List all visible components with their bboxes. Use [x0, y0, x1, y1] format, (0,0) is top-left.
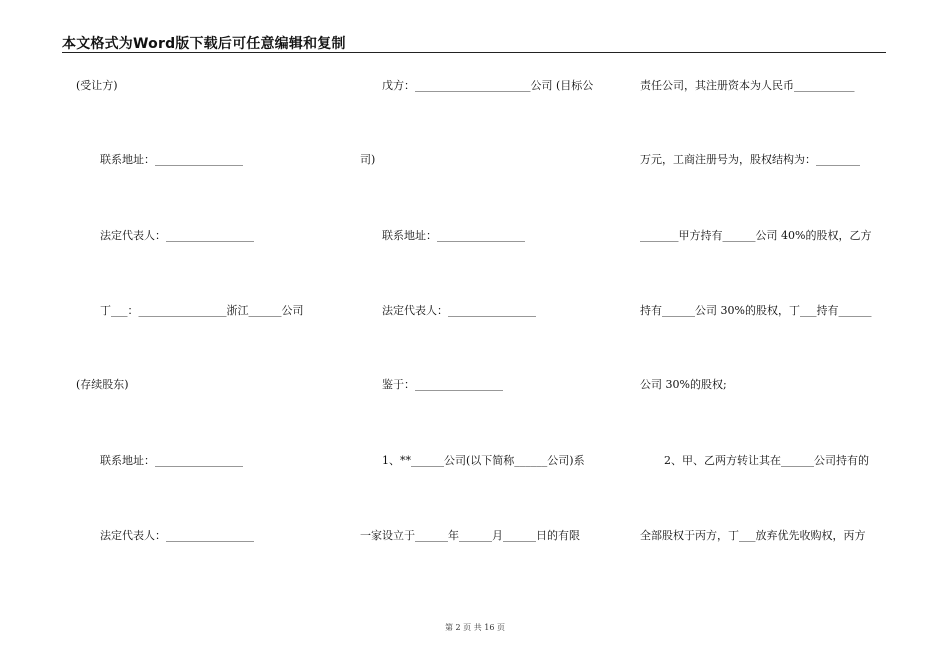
left-line-7: 法定代表人：________________ [100, 529, 254, 542]
left-line-5: (存续股东) [76, 378, 129, 391]
right-line-2: 万元，工商注册号为，股权结构为：________ [640, 153, 860, 166]
middle-line-2: 司) [360, 153, 376, 166]
left-line-4: 丁___：________________浙江______公司 [100, 304, 304, 317]
left-line-6: 联系地址：________________ [100, 454, 243, 467]
middle-line-7: 一家设立于______年______月______日的有限 [360, 529, 580, 542]
document-header-title: 本文格式为Word版下载后可任意编辑和复制 [62, 36, 346, 52]
left-line-2: 联系地址：________________ [100, 153, 243, 166]
right-line-5: 公司 30%的股权; [640, 378, 727, 391]
header-divider [62, 52, 886, 53]
middle-line-3: 联系地址：________________ [382, 229, 525, 242]
right-line-4: 持有______公司 30%的股权，丁___持有______ [640, 304, 872, 317]
middle-line-4: 法定代表人：________________ [382, 304, 536, 317]
right-line-1: 责任公司，其注册资本为人民币___________ [640, 79, 855, 92]
page-number-footer: 第 2 页 共 16 页 [445, 623, 505, 632]
right-line-6: 2、甲、乙两方转让其在______公司持有的 [664, 454, 869, 467]
middle-line-1: 戊方：_____________________公司 (目标公 [382, 79, 594, 92]
left-line-3: 法定代表人：________________ [100, 229, 254, 242]
right-line-7: 全部股权于丙方，丁___放弃优先收购权，丙方 [640, 529, 866, 542]
middle-line-6: 1、**______公司(以下简称______公司)系 [382, 454, 585, 467]
middle-line-5: 鉴于：________________ [382, 378, 503, 391]
right-line-3: _______甲方持有______公司 40%的股权，乙方 [640, 229, 872, 242]
left-line-1: (受让方) [76, 79, 118, 92]
